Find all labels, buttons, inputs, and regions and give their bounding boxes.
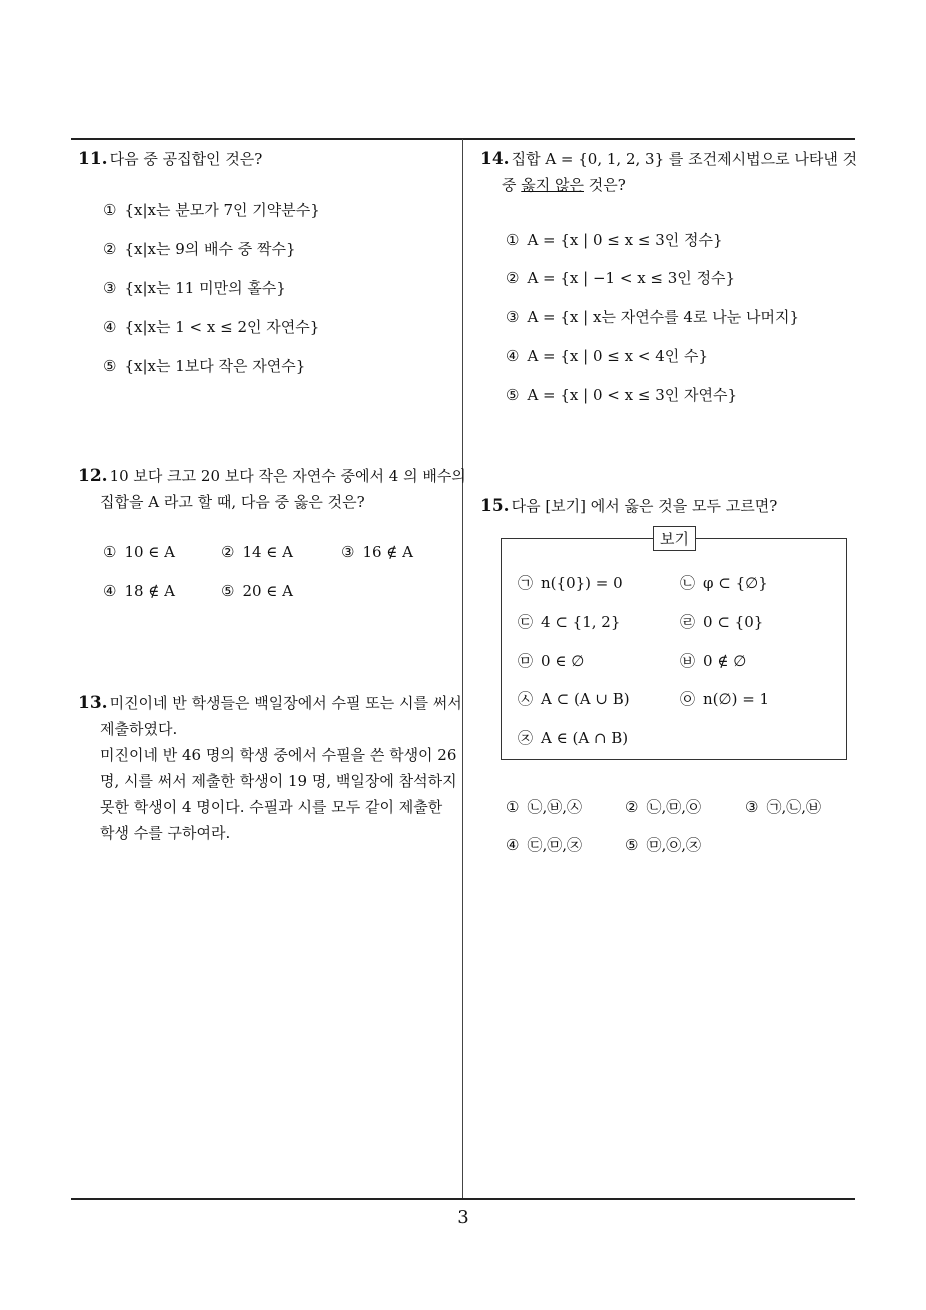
question-number: 11. (78, 149, 108, 169)
q11-option-5[interactable]: ⑤ {x|x는 1보다 작은 자연수} (103, 357, 306, 375)
question-15 (480, 493, 860, 519)
bogi-item-ieung: ㉧ n(∅) = 1 (680, 690, 770, 708)
question-12-stem-line-1: 12. 10 보다 크고 20 보다 작은 자연수 중에서 4 의 배수의 (78, 466, 466, 486)
q14-option-3[interactable]: ③ A = {x | x는 자연수를 4로 나눈 나머지} (506, 308, 799, 326)
q15-option-3[interactable]: ③ ㉠,㉡,㉥ (745, 798, 821, 816)
question-13-line-2: 제출하였다. (100, 720, 178, 738)
question-12 (78, 463, 466, 515)
question-number: 14. (480, 149, 510, 169)
q15-option-5[interactable]: ⑤ ㉤,㉧,㉨ (625, 836, 701, 854)
question-number: 13. (78, 693, 108, 713)
q14-option-4[interactable]: ④ A = {x | 0 ≤ x < 4인 수} (506, 347, 709, 365)
bogi-item-mieum: ㉤ 0 ∈ ∅ (518, 652, 585, 670)
q12-option-5[interactable]: ⑤ 20 ∈ A (221, 582, 294, 600)
column-divider (462, 139, 463, 1199)
bogi-item-giyeok: ㉠ n({0}) = 0 (518, 574, 623, 592)
bottom-rule (71, 1198, 855, 1200)
q14-option-2[interactable]: ② A = {x | −1 < x ≤ 3인 정수} (506, 269, 736, 287)
question-13 (78, 690, 462, 846)
bogi-item-nieun: ㉡ φ ⊂ {∅} (680, 574, 768, 592)
underlined-phrase: 옳지 않은 (521, 176, 584, 194)
q12-option-2[interactable]: ② 14 ∈ A (221, 543, 294, 561)
bogi-item-bieup: ㉥ 0 ∉ ∅ (680, 652, 747, 670)
q15-option-2[interactable]: ② ㉡,㉤,㉧ (625, 798, 701, 816)
question-text: 다음 중 공집합인 것은? (109, 150, 263, 168)
question-14-stem-line-1: 14. 집합 A = {0, 1, 2, 3} 를 조건제시법으로 나타낸 것 (480, 149, 858, 169)
q12-option-1[interactable]: ① 10 ∈ A (103, 543, 176, 561)
top-rule (71, 138, 855, 140)
bogi-item-digeut: ㉢ 4 ⊂ {1, 2} (518, 613, 621, 631)
question-number: 12. (78, 466, 108, 486)
q12-option-4[interactable]: ④ 18 ∉ A (103, 582, 176, 600)
question-13-line-4: 명, 시를 써서 제출한 학생이 19 명, 백일장에 참석하지 (100, 772, 457, 790)
question-12-stem-line-2: 집합을 A 라고 할 때, 다음 중 옳은 것은? (100, 493, 365, 511)
question-13-line-1: 13. 미진이네 반 학생들은 백일장에서 수필 또는 시를 써서 (78, 693, 462, 713)
page-number: 3 (457, 1207, 469, 1228)
q11-option-1[interactable]: ① {x|x는 분모가 7인 기약분수} (103, 201, 320, 219)
question-15-stem: 15. 다음 [보기] 에서 옳은 것을 모두 고르면? (480, 496, 778, 516)
q14-option-5[interactable]: ⑤ A = {x | 0 < x ≤ 3인 자연수} (506, 386, 738, 404)
bogi-item-jieut: ㉨ A ∈ (A ∩ B) (518, 729, 629, 747)
bogi-item-rieul: ㉣ 0 ⊂ {0} (680, 613, 764, 631)
q12-option-3[interactable]: ③ 16 ∉ A (341, 543, 414, 561)
question-14-stem-line-2: 중 옳지 않은 것은? (502, 176, 626, 194)
question-11 (78, 146, 262, 172)
q14-option-1[interactable]: ① A = {x | 0 ≤ x ≤ 3인 정수} (506, 231, 723, 249)
bogi-title: 보기 (653, 526, 696, 551)
q15-option-4[interactable]: ④ ㉢,㉤,㉨ (506, 836, 582, 854)
q11-option-2[interactable]: ② {x|x는 9의 배수 중 짝수} (103, 240, 296, 258)
q11-option-3[interactable]: ③ {x|x는 11 미만의 홀수} (103, 279, 286, 297)
q15-option-1[interactable]: ① ㉡,㉥,㉦ (506, 798, 582, 816)
bogi-item-siot: ㉦ A ⊂ (A ∪ B) (518, 690, 630, 708)
question-11-stem (78, 146, 262, 172)
question-13-line-5: 못한 학생이 4 명이다. 수필과 시를 모두 같이 제출한 (100, 798, 443, 816)
question-14 (480, 146, 860, 198)
question-13-line-6: 학생 수를 구하여라. (100, 824, 231, 842)
question-13-line-3: 미진이네 반 46 명의 학생 중에서 수필을 쓴 학생이 26 (100, 746, 457, 764)
question-number: 15. (480, 496, 510, 516)
q11-option-4[interactable]: ④ {x|x는 1 < x ≤ 2인 자연수} (103, 318, 320, 336)
